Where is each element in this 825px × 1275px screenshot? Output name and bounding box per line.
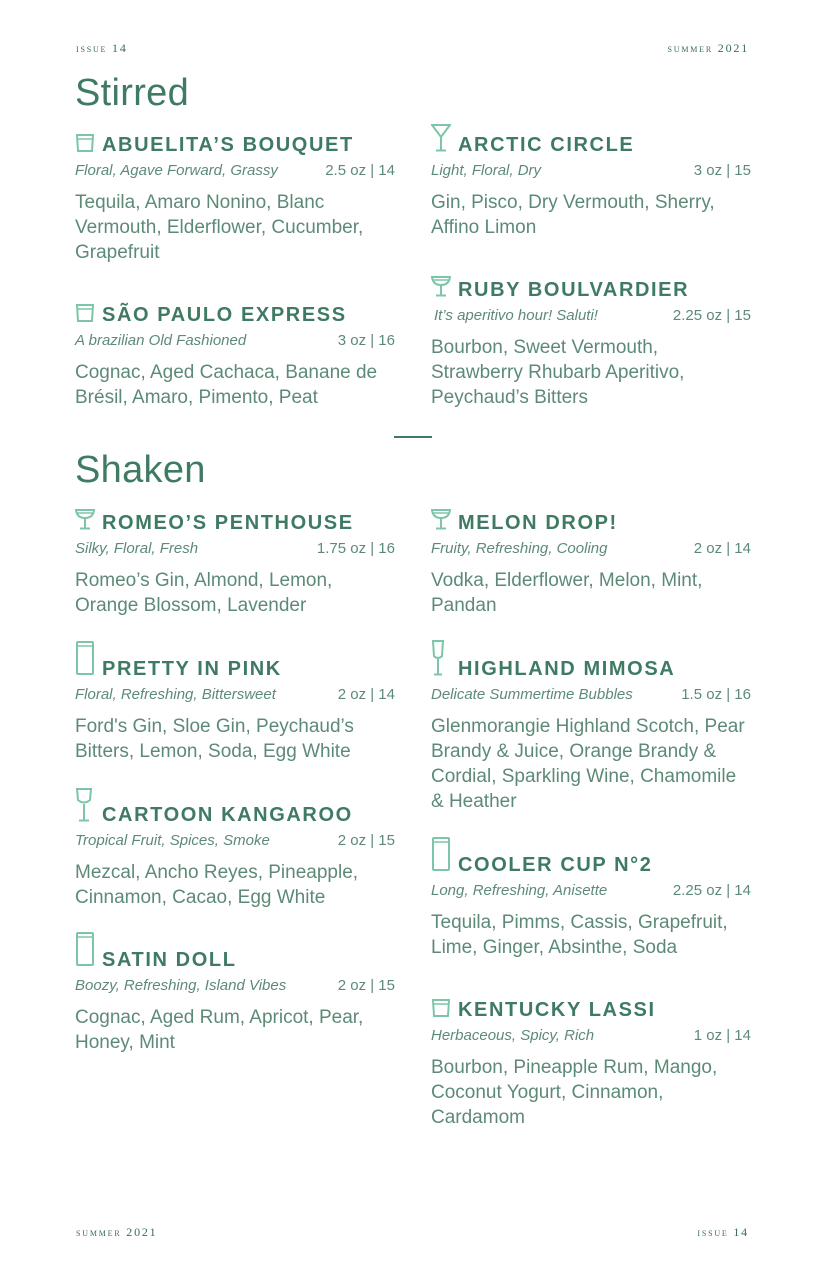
- drink-price: 2 oz | 14: [337, 686, 395, 703]
- collins-glass-icon: [75, 931, 95, 967]
- drink-name: RUBY BOULVARDIER: [458, 279, 690, 301]
- drink-notes: Silky, Floral, Fresh: [75, 540, 199, 557]
- drink-ingredients: Tequila, Pimms, Cassis, Grapefruit, Lime, Ginger, Absinthe, Soda: [431, 912, 728, 958]
- header-issue: issue 14: [76, 41, 128, 55]
- drink-price: 2 oz | 14: [693, 540, 751, 557]
- drink-name: CARTOON KANGAROO: [102, 804, 353, 826]
- rocks-glass-icon: [75, 132, 95, 152]
- menu-item: [431, 849, 751, 960]
- drink-name: MELON DROP!: [458, 512, 618, 534]
- drink-price: 1.5 oz | 16: [681, 686, 751, 703]
- drink-notes: Tropical Fruit, Spices, Smoke: [75, 832, 270, 849]
- drink-name: COOLER CUP N°2: [458, 854, 653, 876]
- coupe-glass-icon: [75, 508, 95, 530]
- coupe-glass-icon: [431, 275, 451, 297]
- menu-item: [75, 129, 395, 265]
- menu-item: [75, 944, 395, 1055]
- drink-name: SÃO PAULO EXPRESS: [102, 304, 347, 326]
- menu-item: [75, 799, 395, 910]
- rocks-glass-icon: [431, 997, 451, 1017]
- drink-price: 2.25 oz | 14: [672, 882, 751, 899]
- rocks-glass-icon: [75, 302, 95, 322]
- drink-price: 2.25 oz | 15: [672, 307, 751, 324]
- drink-ingredients: Mezcal, Ancho Reyes, Pineapple, Cinnamon, Cacao, Egg White: [75, 862, 359, 908]
- drink-name: HIGHLAND MIMOSA: [458, 658, 676, 680]
- drink-ingredients: Cognac, Aged Rum, Apricot, Pear, Honey, Mint: [75, 1007, 364, 1053]
- drink-ingredients: Tequila, Amaro Nonino, Blanc Vermouth, Elderflower, Cucumber, Grapefruit: [75, 192, 364, 263]
- section-title-shaken: Shaken: [75, 449, 206, 491]
- menu-item: [75, 299, 395, 410]
- drink-price: 1.75 oz | 16: [316, 540, 395, 557]
- drink-price: 3 oz | 16: [337, 332, 395, 349]
- wine-glass-icon: [75, 788, 93, 822]
- menu-item: [431, 274, 751, 410]
- menu-item: [431, 994, 751, 1130]
- drink-name: SATIN DOLL: [102, 949, 237, 971]
- drink-notes: Light, Floral, Dry: [431, 162, 542, 179]
- collins-glass-icon: [431, 836, 451, 872]
- menu-item: [75, 653, 395, 764]
- drink-price: 2 oz | 15: [337, 977, 395, 994]
- drink-notes: Herbaceous, Spicy, Rich: [431, 1027, 595, 1044]
- drink-notes: It’s aperitivo hour! Saluti!: [434, 307, 598, 324]
- drink-ingredients: Romeo’s Gin, Almond, Lemon, Orange Blossom, Lavender: [75, 570, 333, 616]
- drink-name: ROMEO’S PENTHOUSE: [102, 512, 354, 534]
- drink-name: PRETTY IN PINK: [102, 658, 282, 680]
- collins-glass-icon: [75, 640, 95, 676]
- flute-glass-icon: [431, 640, 445, 676]
- footer-issue: issue 14: [697, 1225, 749, 1239]
- martini-glass-icon: [431, 124, 451, 152]
- drink-price: 1 oz | 14: [693, 1027, 751, 1044]
- drink-ingredients: Gin, Pisco, Dry Vermouth, Sherry, Affino Limon: [431, 192, 715, 238]
- drink-price: 2 oz | 15: [337, 832, 395, 849]
- drink-ingredients: Bourbon, Sweet Vermouth, Strawberry Rhubarb Aperitivo, Peychaud’s Bitters: [431, 337, 685, 408]
- coupe-glass-icon: [431, 508, 451, 530]
- drink-notes: Long, Refreshing, Anisette: [431, 882, 608, 899]
- footer-season: summer 2021: [76, 1225, 158, 1239]
- section-divider: [394, 436, 432, 438]
- drink-name: KENTUCKY LASSI: [458, 999, 656, 1021]
- section-title-stirred: Stirred: [75, 72, 190, 114]
- drink-ingredients: Ford's Gin, Sloe Gin, Peychaud’s Bitters, Lemon, Soda, Egg White: [75, 716, 354, 762]
- drink-notes: Boozy, Refreshing, Island Vibes: [75, 977, 287, 994]
- menu-item: [75, 507, 395, 618]
- drink-ingredients: Bourbon, Pineapple Rum, Mango, Coconut Yogurt, Cinnamon, Cardamom: [431, 1057, 718, 1128]
- drink-notes: Fruity, Refreshing, Cooling: [431, 540, 608, 557]
- drink-name: ABUELITA’S BOUQUET: [102, 134, 354, 156]
- menu-item: [431, 507, 751, 618]
- drink-notes: A brazilian Old Fashioned: [75, 332, 247, 349]
- drink-price: 3 oz | 15: [693, 162, 751, 179]
- drink-price: 2.5 oz | 14: [325, 162, 395, 179]
- header-season: summer 2021: [667, 41, 749, 55]
- drink-notes: Floral, Agave Forward, Grassy: [75, 162, 278, 179]
- drink-ingredients: Vodka, Elderflower, Melon, Mint, Pandan: [431, 570, 703, 616]
- menu-item: [431, 129, 751, 240]
- drink-ingredients: Cognac, Aged Cachaca, Banane de Brésil, Amaro, Pimento, Peat: [75, 362, 378, 408]
- menu-item: [431, 653, 751, 814]
- drink-notes: Floral, Refreshing, Bittersweet: [75, 686, 276, 703]
- drink-notes: Delicate Summertime Bubbles: [431, 686, 633, 703]
- drink-name: ARCTIC CIRCLE: [458, 134, 635, 156]
- drink-ingredients: Glenmorangie Highland Scotch, Pear Brandy & Juice, Orange Brandy & Cordial, Sparkling Wine, Chamomile & Heather: [431, 716, 745, 812]
